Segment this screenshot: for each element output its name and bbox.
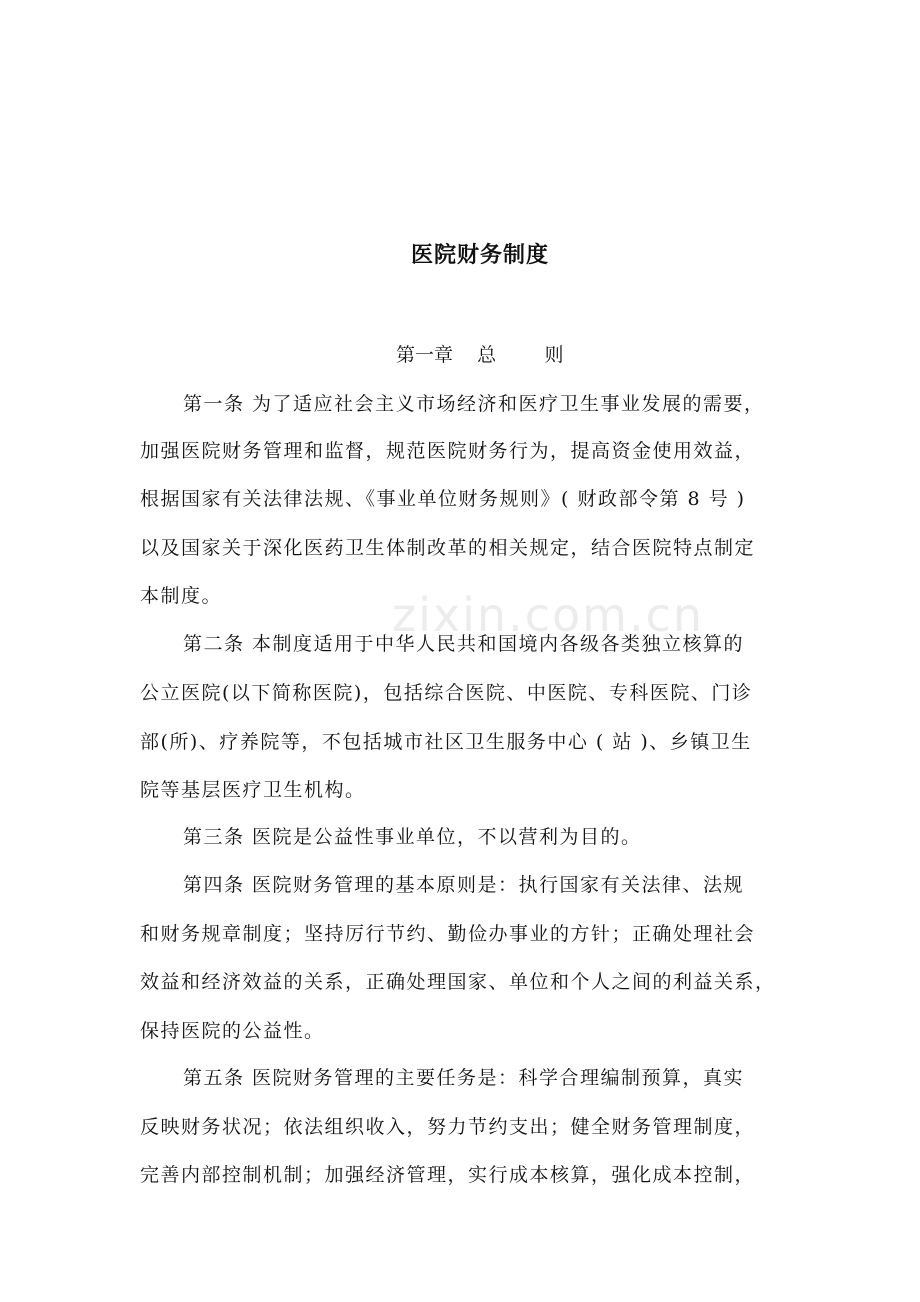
article-4-line-4: 保持医院的公益性。 bbox=[140, 1020, 325, 1042]
article-1-line-4: 以及国家关于深化医药卫生体制改革的相关规定，结合医院特点制定 bbox=[140, 537, 756, 559]
article-2-line-1: 第二条 本制度适用于中华人民共和国境内各级各类独立核算的 bbox=[183, 633, 745, 655]
article-3-line-1: 第三条 医院是公益性事业单位，不以营利为目的。 bbox=[183, 826, 642, 848]
article-1-line-3: 根据国家有关法律法规、《事业单位财务规则》( 财政部令第 8 号 ) bbox=[140, 488, 746, 510]
watermark: zixin.com.cn bbox=[392, 588, 705, 642]
article-4-line-1: 第四条 医院财务管理的基本原则是：执行国家有关法律、法规 bbox=[183, 874, 745, 896]
article-1-line-2: 加强医院财务管理和监督，规范医院财务行为，提高资金使用效益， bbox=[140, 440, 756, 462]
article-1-line-1: 第一条 为了适应社会主义市场经济和医疗卫生事业发展的需要， bbox=[183, 393, 765, 415]
chapter-heading: 第一章 总 则 bbox=[396, 344, 564, 366]
article-4-line-3: 效益和经济效益的关系，正确处理国家、单位和个人之间的利益关系， bbox=[140, 971, 776, 993]
article-1-line-5: 本制度。 bbox=[140, 585, 223, 607]
article-4-line-2: 和财务规章制度；坚持厉行节约、勤俭办事业的方针；正确处理社会 bbox=[140, 923, 756, 945]
article-2-line-4: 院等基层医疗卫生机构。 bbox=[140, 779, 366, 801]
article-5-line-3: 完善内部控制机制；加强经济管理，实行成本核算，强化成本控制， bbox=[140, 1164, 756, 1186]
article-5-line-2: 反映财务状况；依法组织收入，努力节约支出；健全财务管理制度， bbox=[140, 1116, 756, 1138]
article-2-line-3: 部(所)、疗养院等，不包括城市社区卫生服务中心 ( 站 )、乡镇卫生 bbox=[140, 731, 752, 753]
article-5-line-1: 第五条 医院财务管理的主要任务是：科学合理编制预算，真实 bbox=[183, 1067, 745, 1089]
article-2-line-2: 公立医院(以下简称医院)，包括综合医院、中医院、专科医院、门诊 bbox=[140, 682, 753, 704]
document-title: 医院财务制度 bbox=[410, 243, 549, 268]
